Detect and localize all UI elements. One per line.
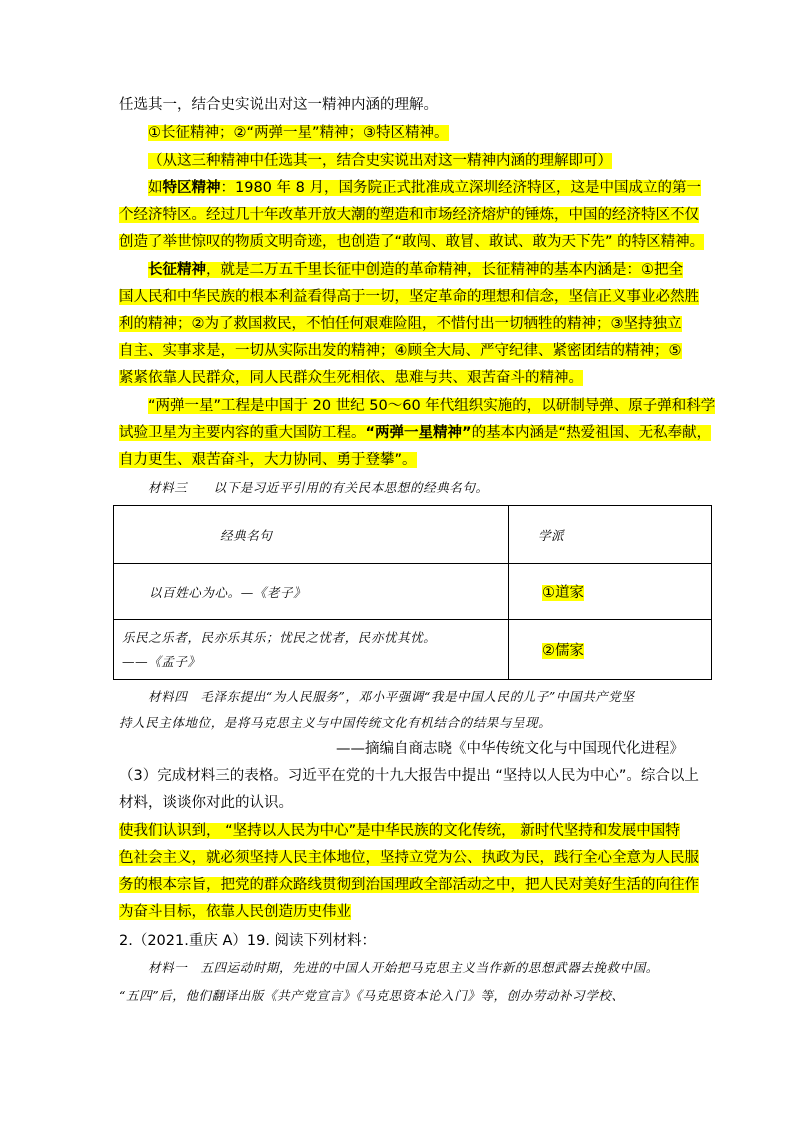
- header-school-label: 学派: [538, 527, 565, 543]
- material-four-line: 持人民主体地位，是将马克思主义与中国传统文化有机结合的结果与呈现。: [119, 715, 552, 730]
- term-bold: “两弹一星精神”: [365, 425, 472, 441]
- answer-line: [119, 205, 699, 225]
- text: 试验卫星为主要内容的重大国防工程。: [119, 425, 366, 441]
- table-cell: [509, 620, 712, 680]
- table-cell: [114, 620, 509, 680]
- highlight: [148, 180, 701, 196]
- text: ，就是二万五千里长征中创造的革命精神，长征精神的基本内涵是：①把全: [206, 262, 683, 278]
- table-cell: [509, 564, 712, 620]
- answer-line: [119, 423, 711, 443]
- text-line: 任选其一，结合史实说出对这一精神内涵的理解。: [119, 97, 438, 113]
- answer-line: [119, 314, 682, 334]
- question-line: 材料，谈谈你对此的认识。: [119, 795, 293, 811]
- highlight: [148, 262, 683, 278]
- highlight: “两弹一星”工程是中国于 20 世纪 50～60 年代组织实施的，以研制导弹、原子弹和科学: [148, 398, 716, 414]
- highlight: 紧紧依靠人民群众，同人民群众生死相依、患难与共、艰苦奋斗的精神。: [119, 370, 583, 386]
- highlight: ①长征精神；②“两弹一星”精神；③特区精神。: [148, 125, 449, 141]
- highlight: 国人民和中华民族的根本利益看得高于一切，坚定革命的理想和信念，坚信正义事业必然胜: [119, 289, 699, 305]
- question-line: （3）完成材料三的表格。习近平在党的十九大报告中提出 “坚持以人民为中心”。综合以上: [119, 768, 699, 784]
- quote-source: ——《孟子》: [122, 653, 201, 669]
- question-heading: 2.（2021.重庆 A）19. 阅读下列材料：: [119, 933, 377, 949]
- text: ：1980 年 8 月，国务院正式批准成立深圳经济特区，这是中国成立的第一: [220, 180, 701, 196]
- text: 如: [148, 180, 163, 196]
- highlight: ①道家: [542, 585, 584, 601]
- highlight: 个经济特区。经过几十年改革开放大潮的塑造和市场经济熔炉的锤炼，中国的经济特区不仅: [119, 207, 699, 223]
- highlight: 务的根本宗旨，把党的群众路线贯彻到治国理政全部活动之中，把人民对美好生活的向往作: [119, 877, 699, 893]
- header-quote-label: 经典名句: [220, 527, 273, 543]
- highlight: 利的精神；②为了救国救民，不怕任何艰难险阻，不惜付出一切牺牲的精神；③坚持独立: [119, 316, 682, 332]
- highlight: 使我们认识到， “坚持以人民为中心”是中华民族的文化传统， 新时代坚持和发展中国特: [119, 823, 680, 839]
- table-header-cell: [114, 506, 509, 564]
- answer-line: [119, 368, 583, 388]
- table-row: [114, 620, 712, 680]
- school-answer: [509, 581, 711, 602]
- answer-line: [119, 848, 699, 868]
- quote-text: 以百姓心为心。—《老子》: [149, 584, 307, 600]
- table-cell: [114, 564, 509, 620]
- highlight: 创造了举世惊叹的物质文明奇迹，也创造了“敢闯、敢冒、敢试、敢为天下先” 的特区精神。: [119, 234, 705, 250]
- material-four-line: 材料四 毛泽东提出“为人民服务”，邓小平强调“我是中国人民的儿子”中国共产党坚: [148, 689, 635, 704]
- table-header-cell: [509, 506, 712, 564]
- answer-line: [148, 260, 683, 280]
- answer-line: [148, 396, 715, 416]
- term-bold: 长征精神: [148, 262, 206, 278]
- highlight: 色社会主义，就必须坚持人民主体地位，坚持立党为公、执政为民，践行全心全意为人民服: [119, 850, 699, 866]
- school-answer: [509, 639, 711, 660]
- answer-line: [119, 875, 699, 895]
- answer-line: [148, 178, 701, 198]
- answer-line: [119, 902, 351, 922]
- material-four-source: ——摘编自商志晓《中华传统文化与中国现代化进程》: [336, 741, 684, 757]
- highlight: 自主、实事求是，一切从实际出发的精神；④顾全大局、严守纪律、紧密团结的精神；⑤: [119, 343, 682, 359]
- highlight: 自力更生、艰苦奋斗，大力协同、勇于登攀”。: [119, 452, 417, 468]
- answer-line: [119, 821, 680, 841]
- table-row: [114, 564, 712, 620]
- material-one-line: 材料一 五四运动时期，先进的中国人开始把马克思主义当作新的思想武器去挽救中国。: [148, 960, 659, 975]
- highlight: （从这三种精神中任选其一，结合史实说出对这一精神内涵的理解即可）: [148, 153, 612, 169]
- answer-line: [148, 123, 449, 143]
- answer-line: [119, 450, 417, 470]
- material-one-line: “五四”后，他们翻译出版《共产党宣言》《马克思资本论入门》等，创办劳动补习学校、: [119, 988, 625, 1003]
- answer-line: [119, 341, 682, 361]
- highlight: ②儒家: [542, 643, 584, 659]
- quotes-table: [113, 505, 712, 680]
- highlight: [119, 425, 711, 441]
- answer-line: [119, 287, 699, 307]
- answer-line: [148, 151, 612, 171]
- material-three-caption: 材料三 以下是习近平引用的有关民本思想的经典名句。: [148, 480, 489, 495]
- term-bold: 特区精神: [162, 180, 221, 196]
- table-header-row: [114, 506, 712, 564]
- answer-line: [119, 232, 704, 252]
- text: 的基本内涵是“热爱祖国、无私奉献，: [471, 425, 712, 441]
- highlight: 为奋斗目标，依靠人民创造历史伟业: [119, 904, 351, 920]
- quote-text: 乐民之乐者，民亦乐其乐；忧民之忧者，民亦忧其忧。: [122, 629, 437, 645]
